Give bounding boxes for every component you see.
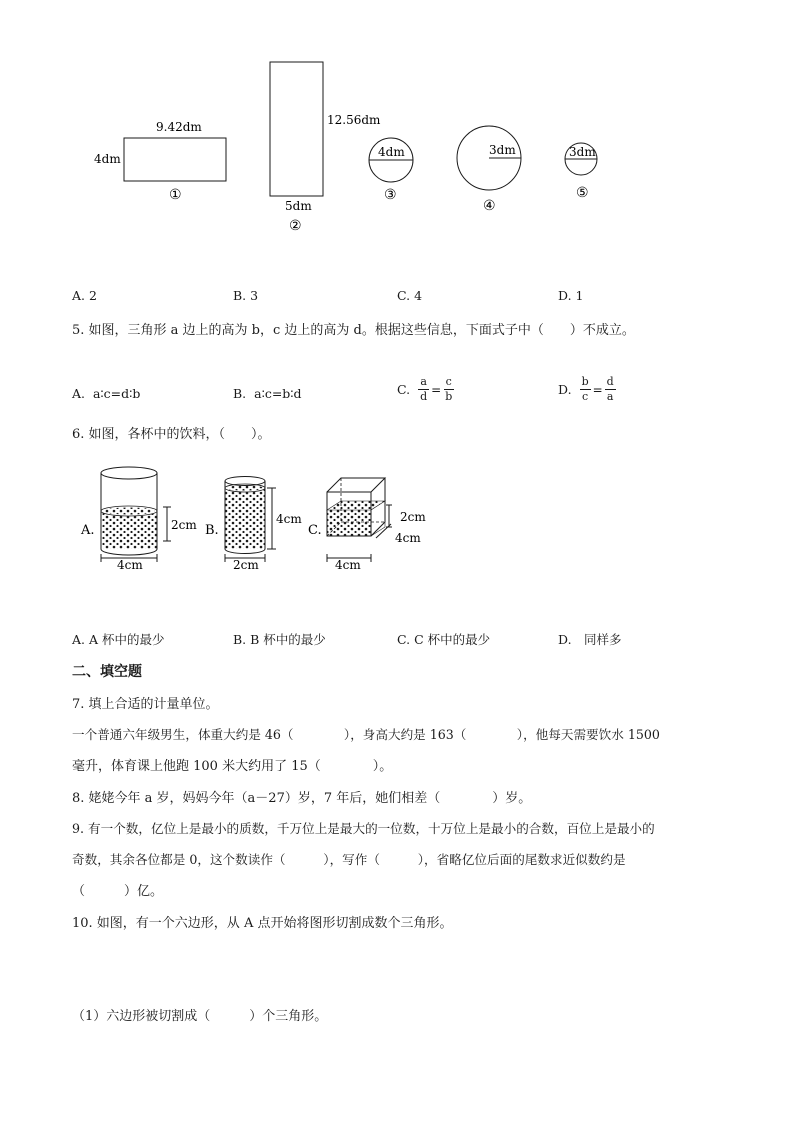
- circle-3-label: 4dm: [378, 145, 405, 159]
- q5-option-d-eq: =: [592, 382, 603, 397]
- q8-stem: 8. 姥姥今年 a 岁，妈妈今年（a－27）岁，7 年后，她们相差（ ）岁。: [72, 791, 532, 806]
- rect-2-number: ②: [289, 218, 302, 234]
- q7-line-1: 一个普通六年级男生，体重大约是 46（ ），身高大约是 163（ ），他每天需要饮水 1500: [72, 727, 660, 742]
- q9-line-3: （ ）亿。: [72, 884, 164, 899]
- cup-a-letter: A.: [81, 523, 95, 538]
- q6-stem: 6. 如图，各杯中的饮料，（ ）。: [72, 427, 271, 442]
- cup-c: [327, 478, 392, 562]
- cup-c-depth-label: 4cm: [395, 531, 421, 545]
- rect-2-width-label: 5dm: [285, 199, 312, 213]
- q4-option-c[interactable]: C. 4: [397, 288, 423, 303]
- q4-figure: [0, 0, 794, 260]
- cup-b-width-label: 2cm: [233, 558, 259, 572]
- rect-2-height-label: 12.56dm: [327, 113, 381, 127]
- circle-3-number: ③: [384, 187, 397, 203]
- q5-option-c-frac-2: $\frac{c}{b}$: [445, 375, 453, 403]
- q5-stem: 5. 如图，三角形 a 边上的高为 b，c 边上的高为 d。根据这些信息，下面式子中（ ）不成立。: [72, 323, 635, 338]
- q7-stem: 7. 填上合适的计量单位。: [72, 697, 219, 712]
- q5-option-c-eq: =: [431, 382, 442, 397]
- q5-option-c[interactable]: [397, 375, 454, 404]
- q5-option-b[interactable]: [233, 386, 302, 401]
- q10-sub-1: （1）六边形被切割成（ ）个三角形。: [72, 1009, 328, 1024]
- q6-figure: [0, 455, 794, 585]
- cup-c-letter: C.: [308, 523, 322, 538]
- q7-line-2: 毫升，体育课上他跑 100 米大约用了 15（ ）。: [72, 759, 393, 774]
- q6-option-c[interactable]: C. C 杯中的最少: [397, 632, 491, 647]
- rect-2: [270, 62, 323, 196]
- cup-b: [225, 477, 276, 563]
- q9-line-2: 奇数，其余各位都是 0，这个数读作（ ），写作（ ），省略亿位后面的尾数求近似数约是: [72, 852, 626, 867]
- q5-option-d[interactable]: [558, 375, 616, 404]
- rect-1: [124, 138, 226, 181]
- cup-a: [101, 467, 171, 562]
- cup-b-letter: B.: [205, 523, 219, 538]
- q5-option-b-label: B.: [233, 386, 247, 401]
- circle-5-label: 3dm: [569, 145, 596, 159]
- q5-option-a[interactable]: [72, 386, 140, 401]
- q6-option-d[interactable]: D. 同样多: [558, 632, 622, 647]
- circle-4-label: 3dm: [489, 143, 516, 157]
- circle-5-number: ⑤: [576, 185, 589, 201]
- cup-a-width-label: 4cm: [117, 558, 143, 572]
- q5-option-a-label: A.: [72, 386, 86, 401]
- q6-option-b[interactable]: B. B 杯中的最少: [233, 632, 326, 647]
- q10-stem: 10. 如图，有一个六边形，从 A 点开始将图形切割成数个三角形。: [72, 916, 453, 931]
- rect-1-width-label: 9.42dm: [156, 120, 202, 134]
- cup-c-height-label: 2cm: [400, 510, 426, 524]
- q5-option-c-frac-1: $\frac{a}{d}$: [420, 375, 428, 403]
- rect-1-height-label: 4dm: [94, 152, 121, 166]
- q5-option-d-frac-2: $\frac{d}{a}$: [606, 375, 614, 403]
- q4-option-a[interactable]: A. 2: [72, 288, 97, 303]
- q5-option-c-label: C.: [397, 382, 411, 397]
- q6-option-a[interactable]: A. A 杯中的最少: [72, 632, 165, 647]
- q4-option-b[interactable]: B. 3: [233, 288, 259, 303]
- q5-option-b-text: a∶c=b∶d: [254, 386, 302, 401]
- q5-option-d-label: D.: [558, 382, 572, 397]
- section-title: 二、填空题: [72, 664, 142, 680]
- q5-option-a-text: a∶c=d∶b: [92, 386, 141, 401]
- rect-1-number: ①: [169, 187, 182, 203]
- cup-a-height-label: 2cm: [171, 518, 197, 532]
- q4-option-d[interactable]: D. 1: [558, 288, 584, 303]
- circle-4-number: ④: [483, 198, 496, 214]
- cup-c-width-label: 4cm: [335, 558, 361, 572]
- q9-line-1: 9. 有一个数，亿位上是最小的质数，千万位上是最大的一位数，十万位上是最小的合数，百位上是最小的: [72, 821, 655, 836]
- cup-b-height-label: 4cm: [276, 512, 302, 526]
- q5-option-d-frac-1: $\frac{b}{c}$: [581, 375, 589, 403]
